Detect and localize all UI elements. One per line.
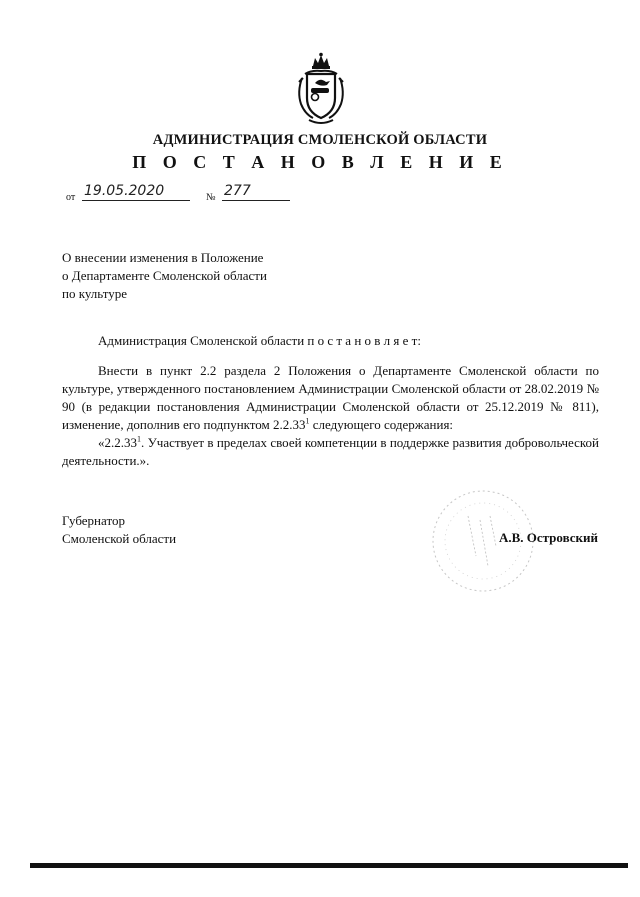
date-number-line (66, 183, 306, 205)
decree-statement: Администрация Смоленской области п о с т а н о в л я е т: (98, 333, 421, 348)
body-paragraph (62, 362, 599, 434)
document-subject (62, 249, 267, 303)
document-number: 277 (222, 183, 290, 201)
subject-line: о Департаменте Смоленской области (62, 268, 267, 283)
document-body (62, 362, 599, 470)
number-label: № (206, 192, 216, 203)
superscript: 1 (305, 416, 310, 426)
signatory-position (62, 512, 176, 548)
coat-of-arms-icon (293, 52, 349, 126)
page-bottom-border (30, 863, 628, 868)
organization-title: АДМИНИСТРАЦИЯ СМОЛЕНСКОЙ ОБЛАСТИ (152, 132, 488, 148)
document-date: 19.05.2020 (82, 183, 190, 201)
signatory-name: А.В. Островский (498, 530, 598, 545)
subject-line: по культуре (62, 286, 127, 301)
body-text: следующего содержания: (309, 417, 454, 432)
position-line: Губернатор (62, 513, 125, 528)
position-line: Смоленской области (62, 531, 177, 546)
body-text: «2.2.33 (98, 435, 137, 450)
subject-line: О внесении изменения в Положение (62, 250, 264, 265)
body-paragraph (62, 434, 599, 470)
document-type: П О С Т А Н О В Л Е Н И Е (132, 152, 508, 172)
body-text: . Участвует в пределах своей компетенции в поддержке развития добровольческой деятельности.». (62, 435, 599, 468)
date-label: от (66, 192, 76, 203)
superscript: 1 (137, 434, 141, 444)
body-text: Внести в пункт 2.2 раздела 2 Положения о Департаменте Смоленской области по культуре, утвержденного постановлением Администрации Смоленской области от 28.02.2019 № 90 (в редакции постановления Администрации Смоленской области от 25.12.2019 № 811), изменение, дополнив его подпунктом 2.2.33 (62, 363, 599, 432)
